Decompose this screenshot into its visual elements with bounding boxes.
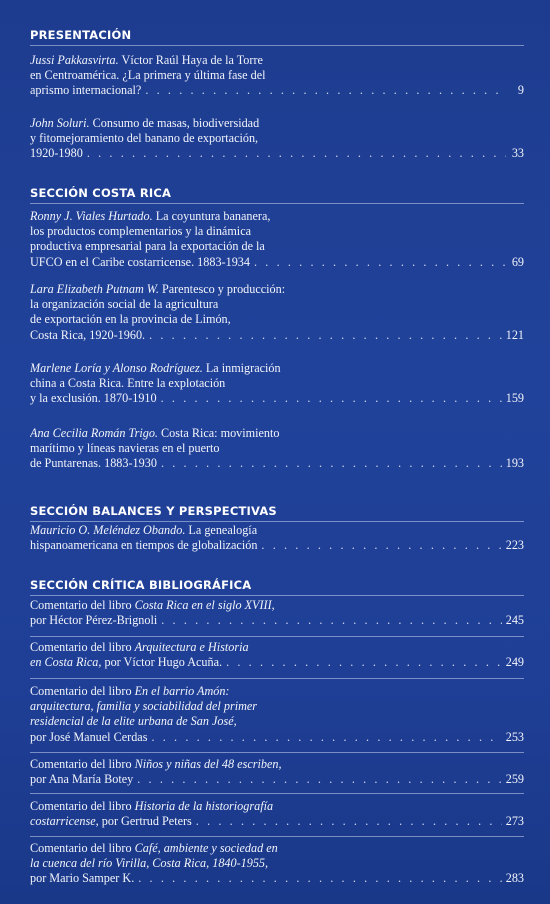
toc-entry-last-line xyxy=(30,391,524,406)
section-divider xyxy=(30,203,524,204)
entry-title: Consumo de masas, biodiversidad xyxy=(89,116,260,130)
entry-title: La coyuntura bananera, xyxy=(152,209,271,223)
page-number: 273 xyxy=(505,814,524,829)
section-heading-critica: SECCIÓN CRÍTICA BIBLIOGRÁFICA xyxy=(30,578,252,592)
entry-reviewer: por Mario Samper K. xyxy=(30,871,135,886)
dot-leader xyxy=(137,772,501,787)
toc-entry-line: residencial de la elite urbana de San José, xyxy=(30,714,237,729)
toc-entry-last-line xyxy=(30,871,524,886)
dot-leader xyxy=(254,255,506,270)
toc-entry-line: en Centroamérica. ¿La primera y última fase del xyxy=(30,68,266,83)
entry-prefix: Comentario del libro xyxy=(30,841,135,855)
page-number: 259 xyxy=(505,772,524,787)
book-title: Historia de la historiografía xyxy=(134,799,274,813)
toc-entry xyxy=(30,684,524,745)
entry-author: Lara Elizabeth Putnam W. xyxy=(30,282,159,296)
toc-entry xyxy=(30,598,524,628)
toc-entry-line xyxy=(30,841,524,856)
toc-entry xyxy=(30,53,524,99)
page-number: 9 xyxy=(517,83,524,98)
dot-leader xyxy=(87,146,506,161)
section-heading-presentacion: PRESENTACIÓN xyxy=(30,28,132,42)
entry-reviewer: por José Manuel Cerdas xyxy=(30,729,148,744)
entry-title-end: de Puntarenas. 1883-1930 xyxy=(30,456,157,471)
entry-reviewer xyxy=(30,814,192,829)
toc-entry-line: la cuenca del río Virilla, Costa Rica, 1840-1955, xyxy=(30,856,269,871)
toc-entry-line xyxy=(30,684,524,699)
entry-prefix: Comentario del libro xyxy=(30,598,135,612)
entry-title-end: Costa Rica, 1920-1960. xyxy=(30,327,146,342)
entry-divider xyxy=(30,636,524,637)
toc-entry xyxy=(30,523,524,553)
book-title: Café, ambiente y sociedad en xyxy=(134,841,278,855)
entry-reviewer: por Ana María Botey xyxy=(30,772,134,787)
page-number: 253 xyxy=(505,729,524,744)
toc-entry-line xyxy=(30,361,524,376)
dot-leader xyxy=(138,871,501,886)
toc-entry xyxy=(30,116,524,162)
entry-author: Mauricio O. Meléndez Obando. xyxy=(30,523,186,537)
reviewer-name: por Víctor Hugo Acuña. xyxy=(101,655,223,670)
toc-entry-line: productiva empresarial para la exportación de la xyxy=(30,239,265,254)
page-number: 159 xyxy=(505,391,524,406)
entry-title: Víctor Raúl Haya de la Torre xyxy=(118,53,263,67)
toc-entry-line xyxy=(30,116,524,131)
entry-divider xyxy=(30,793,524,794)
toc-entry-line xyxy=(30,209,524,224)
toc-entry xyxy=(30,841,524,887)
entry-author: John Soluri. xyxy=(30,116,90,130)
entry-reviewer: por Héctor Pérez-Brignoli xyxy=(30,613,158,628)
entry-title: Costa Rica: movimiento xyxy=(157,426,280,440)
toc-entry xyxy=(30,757,524,787)
toc-entry-last-line xyxy=(30,538,524,553)
dot-leader xyxy=(149,328,502,343)
section-divider xyxy=(30,521,524,522)
section-divider xyxy=(30,595,524,596)
entry-author: Ronny J. Viales Hurtado. xyxy=(30,209,153,223)
page-number: 121 xyxy=(505,327,524,342)
toc-entry xyxy=(30,799,524,829)
dot-leader xyxy=(161,456,502,471)
book-title: En el barrio Amón: xyxy=(134,684,230,698)
book-title: Costa Rica en el siglo XVIII, xyxy=(134,598,275,612)
toc-entry-line xyxy=(30,757,524,772)
entry-divider xyxy=(30,836,524,837)
entry-title: La inmigración xyxy=(202,361,281,375)
toc-entry-line xyxy=(30,426,524,441)
entry-divider xyxy=(30,752,524,753)
book-title-cont: en Costa Rica, xyxy=(30,655,102,670)
book-title-cont: costarricense, xyxy=(30,814,99,829)
entry-author: Marlene Loría y Alonso Rodríguez. xyxy=(30,361,203,375)
toc-entry-line xyxy=(30,523,524,538)
dot-leader xyxy=(145,83,506,98)
page-number: 249 xyxy=(505,655,524,670)
entry-prefix: Comentario del libro xyxy=(30,757,135,771)
toc-entry-line xyxy=(30,598,524,613)
toc-entry-last-line xyxy=(30,456,524,471)
dot-leader xyxy=(161,391,502,406)
entry-divider xyxy=(30,678,524,679)
toc-entry-line: china a Costa Rica. Entre la explotación xyxy=(30,376,226,391)
dot-leader xyxy=(151,730,501,745)
toc-entry-line: arquitectura, familia y sociabilidad del primer xyxy=(30,699,258,714)
toc-entry xyxy=(30,361,524,407)
entry-title-end: aprismo internacional? xyxy=(30,83,142,98)
dot-leader xyxy=(161,613,501,628)
page-number: 69 xyxy=(511,254,524,269)
toc-entry-last-line xyxy=(30,328,524,343)
entry-title: Parentesco y producción: xyxy=(158,282,286,296)
toc-entry xyxy=(30,426,524,472)
entry-title-end: hispanoamericana en tiempos de globalización xyxy=(30,538,258,553)
page-number: 223 xyxy=(505,538,524,553)
toc-entry-line xyxy=(30,53,524,68)
dot-leader xyxy=(196,814,502,829)
section-heading-balances: SECCIÓN BALANCES Y PERSPECTIVAS xyxy=(30,504,277,518)
entry-reviewer xyxy=(30,655,222,670)
page-number: 245 xyxy=(505,613,524,628)
toc-entry-last-line xyxy=(30,730,524,745)
entry-title-end: 1920-1980 xyxy=(30,146,83,161)
toc-entry-line: marítimo y líneas navieras en el puerto xyxy=(30,441,220,456)
section-divider xyxy=(30,45,524,46)
toc-entry-last-line xyxy=(30,255,524,270)
toc-entry-last-line xyxy=(30,814,524,829)
dot-leader xyxy=(226,655,502,670)
toc-entry-line: los productos complementarios y la dinámica xyxy=(30,224,252,239)
toc-entry-line: y fitomejoramiento del banano de exportación, xyxy=(30,131,259,146)
dot-leader xyxy=(261,538,501,553)
toc-entry-last-line xyxy=(30,772,524,787)
toc-entry-last-line xyxy=(30,613,524,628)
toc-entry-line: de exportación en la provincia de Limón, xyxy=(30,312,231,327)
entry-title-end: UFCO en el Caribe costarricense. 1883-1934 xyxy=(30,254,250,269)
toc-entry-line: la organización social de la agricultura xyxy=(30,297,219,312)
toc-entry-line xyxy=(30,640,524,655)
entry-prefix: Comentario del libro xyxy=(30,640,135,654)
entry-author: Jussi Pakkasvirta. xyxy=(30,53,119,67)
toc-entry-last-line xyxy=(30,146,524,161)
entry-prefix: Comentario del libro xyxy=(30,684,135,698)
toc-entry-last-line xyxy=(30,655,524,670)
page-number: 193 xyxy=(505,456,524,471)
entry-title: La genealogía xyxy=(185,523,258,537)
toc-entry xyxy=(30,209,524,270)
page-number: 33 xyxy=(511,146,524,161)
page-number: 283 xyxy=(505,871,524,886)
book-title: Niños y niñas del 48 escriben, xyxy=(134,757,282,771)
entry-prefix: Comentario del libro xyxy=(30,799,135,813)
entry-author: Ana Cecilia Román Trigo. xyxy=(30,426,158,440)
toc-entry xyxy=(30,640,524,670)
toc-entry xyxy=(30,282,524,343)
reviewer-name: por Gertrud Peters xyxy=(98,814,192,829)
toc-entry-line xyxy=(30,799,524,814)
toc-entry-last-line xyxy=(30,83,524,98)
section-heading-costa-rica: SECCIÓN COSTA RICA xyxy=(30,186,172,200)
book-title: Arquitectura e Historia xyxy=(134,640,249,654)
entry-title-end: y la exclusión. 1870-1910 xyxy=(30,391,157,406)
toc-entry-line xyxy=(30,282,524,297)
